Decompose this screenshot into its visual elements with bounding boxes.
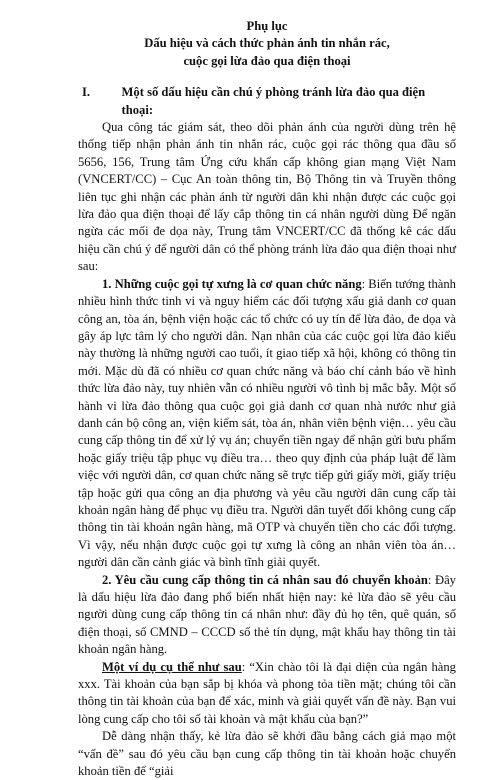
item1-paragraph xyxy=(78,276,456,572)
example-paragraph xyxy=(78,659,456,729)
intro-paragraph: Qua công tác giám sát, theo dõi phản ánh của người dùng trên hệ thống tiếp nhận phản ánh tin nhắn rác, cuộc gọi rác thông qua đầu số 5656, 156, Trung tâm Ứng cứu khẩn cấp không gian mạng Việt Nam (VNCERT/CC) – Cục An toàn thông tin, Bộ Thông tin và Truyền thông liên tục ghi nhận các phản ánh từ người dân khi nhận được các cuộc gọi lừa đảo qua điện thoại để lấy cắp thông tin cá nhân người dùng Để ngăn ngừa các mối đe dọa này, Trung tâm VNCERT/CC đã thống kê các dấu hiệu cần chú ý để người dân có thể phòng tránh lừa đảo qua điện thoại như sau: xyxy=(78,120,456,274)
appendix-title: Phụ lục xyxy=(246,19,288,33)
section-heading xyxy=(78,84,456,119)
closing-paragraph: Dễ dàng nhận thấy, kẻ lừa đảo sẽ khởi đầu bằng cách giả mạo một “vấn đề” sau đó yêu cầu bạn cung cấp thông tin tài khoản hoặc chuyển khoản tiền để “giải xyxy=(78,729,456,779)
item1-body: : Biến tướng thành nhiều hình thức tinh vi và nguy hiểm các đối tượng xấu giả danh cơ quan công an, tòa án, bệnh viện hoặc các tổ chức có uy tín để lừa đảo, đe dọa và gây áp lực tâm lý cho người dân. Nạn nhân của các cuộc gọi lừa đảo kiểu này thường là những người cao tuổi, ít giao tiếp xã hội, không có thông tin mới. Mặc dù đã có nhiều cơ quan chức năng và báo chí cảnh báo về hình thức lừa đảo này, tuy nhiên vẫn có nhiều người vô tình bị mắc bẫy. Một số hành vi lừa đảo thông qua cuộc gọi giả danh cơ quan nhà nước như giả danh cán bộ công an, viện kiểm sát, tòa án, nhân viên bệnh viện… yêu cầu cung cấp thông tin để xử lý vụ án; chuyển tiền ngay để nhận gửi bưu phẩm hoặc giấy triệu tập phục vụ điều tra… theo quy định của pháp luật để làm việc với người dân, cơ quan chức năng sẽ trực tiếp gửi giấy mời, giấy triệu tập hoặc gửi qua công an địa phương và yêu cầu người dân cung cấp tài khoản ngân hàng để phục vụ điều tra. Người dân tuyết đối không cung cấp thông tin tài khoản ngân hàng, mã OTP và chuyển tiền cho các đối tượng. Vì vậy, nếu nhận được cuộc gọi tự xưng là công an nhân viên tòa án… người dân cần cảnh giác và bình tĩnh giải quyết. xyxy=(78,276,456,570)
item2-body: : Đây là dấu hiệu lừa đảo đang phổ biến nhất hiện nay: kẻ lừa đảo sẽ yêu cầu người dùng cung cấp thông tin cá nhân như: đầy đủ họ tên, quê quán, số điện thoại, số CMND – CCCD số thẻ tín dụng, mật khẩu hay thông tin tài khoản ngân hàng. xyxy=(78,572,456,657)
item2-heading: 2. Yêu cầu cung cấp thông tin cá nhân sau đó chuyển khoản xyxy=(102,572,428,587)
example-label: Một ví dụ cụ thể như sau xyxy=(102,659,242,674)
example-colon: : xyxy=(241,659,250,674)
section-number: I. xyxy=(82,85,91,100)
section-title: Một số dấu hiệu cần chú ý phòng tránh lừa đảo qua điện thoại: xyxy=(121,85,426,117)
example-quote: “Xin chào tôi là đại diện của ngân hàng xxx. Tài khoản của bạn sắp bị khóa và phong tỏa tiền mặt; chúng tôi cần thông tin tài khoản của bạn để xác, minh và giải quyết vấn đề này. Bạn vui lòng cung cấp cho tôi số tài khoản và mật khẩu của bạn?” xyxy=(78,659,456,726)
item2-paragraph xyxy=(78,572,456,659)
document-subtitle-line1: Dấu hiệu và cách thức phản ánh tin nhắn rác, xyxy=(144,36,390,51)
document-subtitle-line2: cuộc gọi lừa đảo qua điện thoại xyxy=(183,53,351,68)
item1-heading: 1. Những cuộc gọi tự xưng là cơ quan chức năng xyxy=(102,276,362,291)
